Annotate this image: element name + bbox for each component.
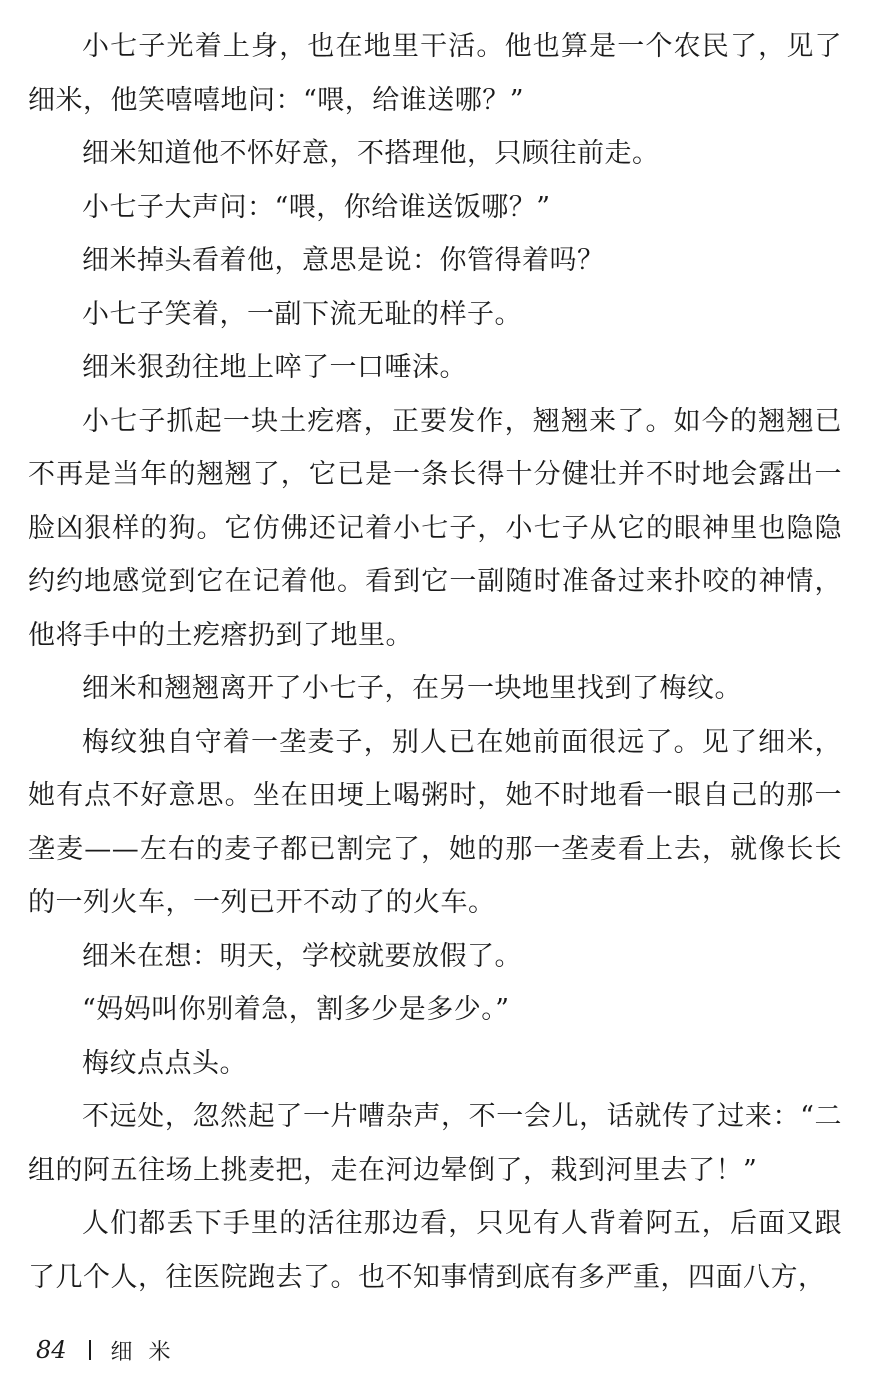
paragraph: 梅纹点点头。 <box>82 1047 247 1079</box>
paragraph: 细米在想：明天，学校就要放假了。 <box>82 940 522 972</box>
paragraph: 梅纹独自守着一垄麦子，别人已在她前面很远了。见了细米，她有点不好意思。坐在田埂上喝粥时，她不时地看一眼自己的那一垄麦——左右的麦子都已割完了，她的那一垄麦看上去，就像长长的一列火车，一列已开不动了的火车。 <box>28 726 842 918</box>
page-footer <box>36 1330 187 1370</box>
paragraph: 细米掉头看着他，意思是说：你管得着吗？ <box>82 245 605 276</box>
paragraph: 细米知道他不怀好意，不搭理他，只顾往前走。 <box>82 138 660 169</box>
paragraph: 小七子笑着，一副下流无耻的样子。 <box>82 298 522 330</box>
paragraph: “妈妈叫你别着急，割多少是多少。” <box>82 994 510 1025</box>
page-number: 84 <box>36 1336 67 1364</box>
paragraph: 细米和翘翘离开了小七子，在另一块地里找到了梅纹。 <box>82 673 742 704</box>
text-body <box>28 20 842 1304</box>
paragraph: 细米狠劲往地上啐了一口唾沫。 <box>82 352 467 383</box>
paragraph: 小七子光着上身，也在地里干活。他也算是一个农民了，见了细米，他笑嘻嘻地问：“喂，给谁送哪？” <box>28 31 842 116</box>
running-title: 细米 <box>110 1339 187 1365</box>
paragraph: 小七子大声问：“喂，你给谁送饭哪？” <box>82 191 551 223</box>
paragraph: 小七子抓起一块土疙瘩，正要发作，翘翘来了。如今的翘翘已不再是当年的翘翘了，它已是一条长得十分健壮并不时地会露出一脸凶狠样的狗。它仿佛还记着小七子，小七子从它的眼神里也隐隐约约地感觉到它在记着他。看到它一副随时准备过来扑咬的神情，他将手中的土疙瘩扔到了地里。 <box>28 405 842 651</box>
footer-divider <box>89 1340 91 1360</box>
paragraph: 不远处，忽然起了一片嘈杂声，不一会儿，话就传了过来：“二组的阿五往场上挑麦把，走在河边晕倒了，栽到河里去了！” <box>28 1101 842 1186</box>
paragraph: 人们都丢下手里的活往那边看，只见有人背着阿五，后面又跟了几个人，往医院跑去了。也不知事情到底有多严重，四面八方， <box>28 1208 842 1293</box>
